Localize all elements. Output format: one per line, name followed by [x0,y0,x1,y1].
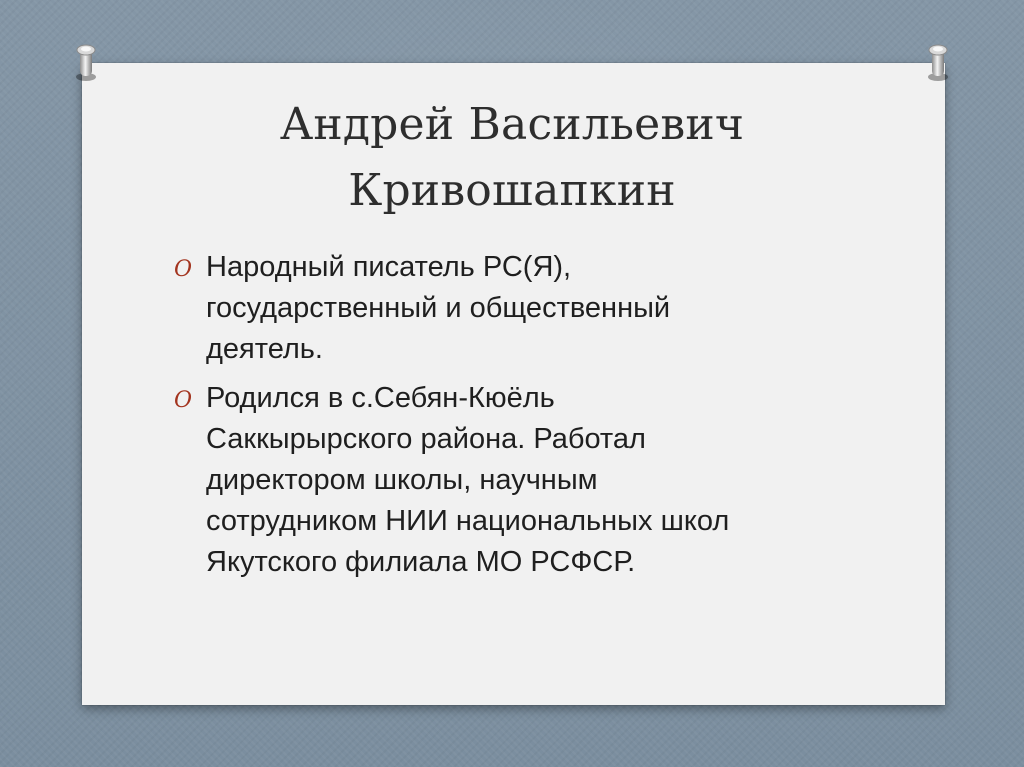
bullet-text [206,378,832,583]
bullet-line: директором школы, научным [206,464,598,496]
bullet-marker-icon: O [174,388,193,413]
bullet-line: Якутского филиала МО РСФСР. [206,546,636,578]
bullet-line: Саккырырского района. Работал [206,423,646,455]
bullet-line: Родился в с.Себян-Кюёль [206,382,555,414]
bullet-line: Народный писатель РС(Я), [206,251,572,283]
bullet-line: сотрудником НИИ национальных школ [206,505,730,537]
bullet-list [172,247,832,591]
bullet-line: государственный и общественный [206,292,671,324]
pushpin-icon [72,40,100,84]
slide-title-line: Андрей Васильевич [279,99,745,150]
bullet-text [206,247,832,370]
bullet-item [172,378,832,583]
bullet-marker-icon: O [174,257,193,282]
bullet-item [172,247,832,370]
slide-title [0,92,1024,224]
slide-title-line: Кривошапкин [348,165,676,216]
pushpin-icon [924,40,952,84]
bullet-line: деятель. [206,333,323,365]
